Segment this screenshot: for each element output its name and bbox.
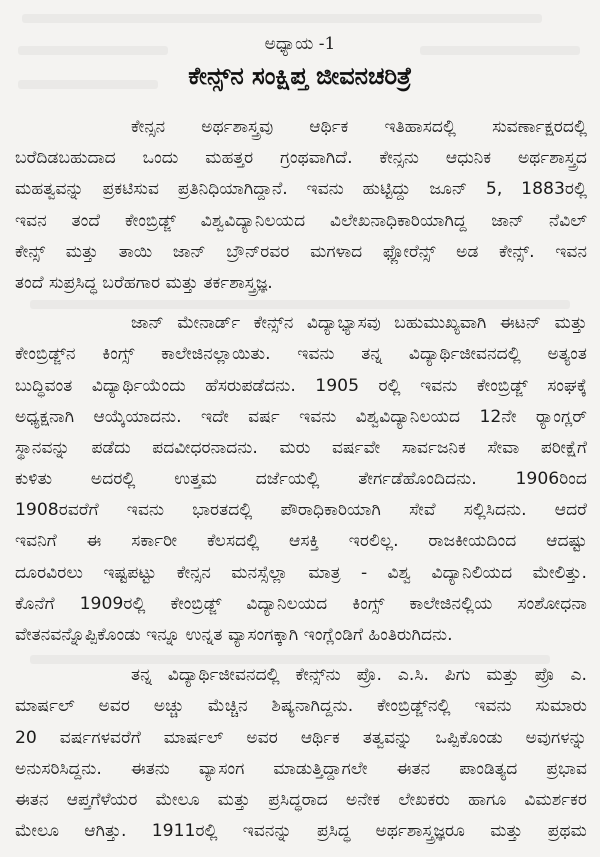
text-line: ತಂದೆ ಸುಪ್ರಸಿದ್ಧ ಬರೆಹಗಾರ ಮತ್ತು ತರ್ಕಶಾಸ್ತ್ರಜ್ಞ. bbox=[15, 272, 273, 293]
paragraph-gap bbox=[15, 651, 587, 660]
chapter-title: ಕೇನ್ಸ್‌ನ ಸಂಕ್ಷಿಪ್ತ ಜೀವನಚರಿತ್ರೆ bbox=[188, 62, 412, 90]
text-line: ಮಹತ್ವವನ್ನು ಪ್ರಕಟಿಸುವ ಪ್ರತಿನಿಧಿಯಾಗಿದ್ದಾನೆ. ಇವನು ಹುಟ್ಟಿದ್ದು ಜೂನ್ 5, 1883ರಲ್ಲಿ bbox=[15, 179, 587, 200]
paragraph-3 bbox=[15, 660, 587, 847]
text-line: ತನ್ನ ವಿದ್ಯಾರ್ಥಿಜೀವನದಲ್ಲಿ ಕೇನ್ಸ್‌ನು ಪ್ರೊ. ಎ.ಸಿ. ಪಿಗು ಮತ್ತು ಪ್ರೊ ಎ. bbox=[131, 665, 587, 686]
text-line: ಈತನ ಆಪ್ತಗೆಳೆಯರ ಮೇಲೂ ಮತ್ತು ಪ್ರಸಿದ್ಧರಾದ ಅನೇಕ ಲೇಖಕರು ಹಾಗೂ ವಿಮರ್ಶಕರ bbox=[15, 789, 587, 810]
text-line: ಕೇನ್ಸನ ಅರ್ಥಶಾಸ್ತ್ರವು ಆರ್ಥಿಕ ಇತಿಹಾಸದಲ್ಲಿ ಸುವರ್ಣಾಕ್ಷರದಲ್ಲಿ bbox=[131, 117, 587, 137]
text-line: 1908ರವರೆಗೆ ಇವನು ಭಾರತದಲ್ಲಿ ಪೌರಾಧಿಕಾರಿಯಾಗಿ ಸೇವೆ ಸಲ್ಲಿಸಿದನು. ಆದರೆ bbox=[15, 500, 587, 521]
text-line: ಅಧ್ಯಕ್ಷನಾಗಿ ಆಯ್ಕೆಯಾದನು. ಇದೇ ವರ್ಷ ಇವನು ವಿಶ್ವವಿದ್ಯಾನಿಲಯದ 12ನೇ ರ್‍ಯಾಂಗ್ಲರ್ bbox=[15, 406, 587, 427]
text-line: ವೇತನವನ್ನೊಪ್ಪಿಕೊಂಡು ಇನ್ನೂ ಉನ್ನತ ವ್ಯಾಸಂಗಕ್ಕಾಗಿ ಇಂಗ್ಲೆಂಡಿಗೆ ಹಿಂತಿರುಗಿದನು. bbox=[15, 625, 453, 645]
text-line: ದೂರವಿರಲು ಇಷ್ಟಪಟ್ಟು ಕೇನ್ಸನ ಮನಸ್ಸೆಲ್ಲಾ ಮಾತ್ರ - ವಿಶ್ವ ವಿದ್ಯಾನಿಲಿಯದ ಮೇಲಿತ್ತು. bbox=[15, 562, 587, 583]
text-line: ಕುಳಿತು ಅದರಲ್ಲಿ ಉತ್ತಮ ದರ್ಜೆಯಲ್ಲಿ ತೇರ್ಗಡೆಹೊಂದಿದನು. 1906ರಿಂದ bbox=[15, 469, 587, 490]
text-line: ಮೇಲೂ ಆಗಿತ್ತು. 1911ರಲ್ಲಿ ಇವನನ್ನು ಪ್ರಸಿದ್ಧ ಅರ್ಥಶಾಸ್ತ್ರಜ್ಞರೂ ಮತ್ತು ಪ್ರಥಮ bbox=[15, 821, 587, 842]
text-line: ಬರೆದಿಡಬಹುದಾದ ಒಂದು ಮಹತ್ತರ ಗ್ರಂಥವಾಗಿದೆ. ಕೇನ್ಸನು ಆಧುನಿಕ ಅರ್ಥಶಾಸ್ತ್ರದ bbox=[15, 148, 587, 169]
text-line: ಇವನ ತಂದೆ ಕೇಂಬ್ರಿಡ್ಜ್ ವಿಶ್ವವಿದ್ಯಾನಿಲಯದ ವಿಲೇಖನಾಧಿಕಾರಿಯಾಗಿದ್ದ ಜಾನ್ ನೆವಿಲ್ bbox=[15, 210, 587, 231]
text-line: ಕೊನೆಗೆ 1909ರಲ್ಲಿ ಕೇಂಬ್ರಿಡ್ಜ್ ವಿದ್ಯಾನಿಲಯದ ಕಿಂಗ್ಸ್ ಕಾಲೇಜಿನಲ್ಲಿಯ ಸಂಶೋಧನಾ bbox=[15, 593, 587, 614]
paragraph-1 bbox=[15, 112, 587, 299]
text-line: ಜಾನ್ ಮೇನಾರ್ಡ್ ಕೇನ್ಸ್‌ನ ವಿದ್ಯಾಭ್ಯಾಸವು ಬಹುಮುಖ್ಯವಾಗಿ ಈಟನ್ ಮತ್ತು bbox=[131, 313, 587, 334]
text-line: ಬುದ್ಧಿವಂತ ವಿದ್ಯಾರ್ಥಿಯೆಂದು ಹೆಸರುಪಡೆದನು. 1905 ರಲ್ಲಿ ಇವನು ಕೇಂಬ್ರಿಡ್ಜ್ ಸಂಘಕ್ಕೆ bbox=[15, 375, 587, 396]
text-line: ಅನುಸರಿಸಿದ್ದನು. ಈತನು ವ್ಯಾಸಂಗ ಮಾಡುತ್ತಿದ್ದಾಗಲೇ ಈತನ ಪಾಂಡಿತ್ಯದ ಪ್ರಭಾವ bbox=[15, 758, 587, 779]
paragraph-2 bbox=[15, 308, 587, 651]
text-line: ಸ್ಥಾನವನ್ನು ಪಡೆದು ಪದವೀಧರನಾದನು. ಮರು ವರ್ಷವೇ ಸಾರ್ವಜನಿಕ ಸೇವಾ ಪರೀಕ್ಷೆಗೆ bbox=[15, 437, 587, 458]
text-line: ಇವನಿಗೆ ಈ ಸರ್ಕಾರೀ ಕೆಲಸದಲ್ಲಿ ಆಸಕ್ತಿ ಇರಲಿಲ್ಲ. ರಾಜಕೀಯದಿಂದ ಆದಷ್ಟು bbox=[15, 531, 587, 552]
text-line: ಮಾರ್ಷಲ್ ಅವರ ಅಚ್ಚು ಮೆಚ್ಚಿನ ಶಿಷ್ಯನಾಗಿದ್ದನು. ಕೇಂಬ್ರಿಡ್ಜ್‌ನಲ್ಲಿ ಇವನು ಸುಮಾರು bbox=[15, 696, 587, 717]
body-text bbox=[15, 112, 587, 847]
chapter-label: ಅಧ್ಯಾಯ -1 bbox=[264, 34, 336, 54]
text-line: 20 ವರ್ಷಗಳವರೆಗೆ ಮಾರ್ಷಲ್ ಅವರ ಆರ್ಥಿಕ ತತ್ವವನ್ನು ಒಪ್ಪಿಕೊಂಡು ಅವುಗಳನ್ನು bbox=[15, 727, 587, 748]
paragraph-gap bbox=[15, 299, 587, 308]
text-line: ಕೇಂಬ್ರಿಡ್ಜ್‌ನ ಕಿಂಗ್ಸ್ ಕಾಲೇಜಿನಲ್ಲಾಯಿತು. ಇವನು ತನ್ನ ವಿದ್ಯಾರ್ಥಿಜೀವನದಲ್ಲಿ ಅತ್ಯಂತ bbox=[15, 344, 587, 365]
text-line: ಕೇನ್ಸ್ ಮತ್ತು ತಾಯಿ ಜಾನ್ ಬ್ರೌನ್‌ರವರ ಮಗಳಾದ ಫ್ಲೋರೆನ್ಸ್ ಅಡ ಕೇನ್ಸ್. ಇವನ bbox=[15, 241, 587, 262]
